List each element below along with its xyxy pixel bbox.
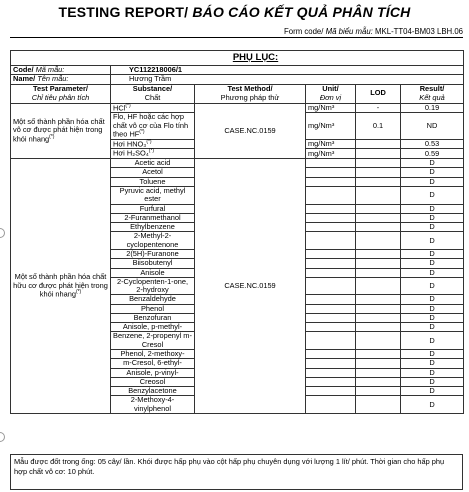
group-param: Một số thành phần hóa chất hữu cơ được phát hiện trong khói nhang(*) bbox=[11, 159, 111, 414]
lod-cell bbox=[356, 159, 401, 168]
unit-cell bbox=[306, 304, 356, 313]
result-cell: D bbox=[401, 223, 464, 232]
lod-cell: 0.1 bbox=[356, 113, 401, 139]
result-cell: D bbox=[401, 377, 464, 386]
lod-cell bbox=[356, 232, 401, 250]
method-cell: CASE.NC.0159 bbox=[195, 103, 306, 159]
result-cell: D bbox=[401, 177, 464, 186]
result-cell: D bbox=[401, 213, 464, 222]
substance-cell: 2-Methoxy-4-vinylphenol bbox=[111, 396, 195, 414]
unit-cell bbox=[306, 359, 356, 368]
form-code: Form code/ Mã biểu mẫu: MKL-TT04-BM03 LBH.06 bbox=[284, 27, 463, 36]
substance-cell: Hơi HNO₃(*) bbox=[111, 139, 195, 149]
unit-cell bbox=[306, 232, 356, 250]
group-param: Một số thành phần hóa chất vô cơ được phát hiện trong khói nhang(*) bbox=[11, 103, 111, 159]
result-cell: 0.19 bbox=[401, 103, 464, 113]
unit-cell bbox=[306, 223, 356, 232]
unit-cell bbox=[306, 159, 356, 168]
result-cell: D bbox=[401, 304, 464, 313]
unit-cell: mg/Nm³ bbox=[306, 139, 356, 149]
unit-cell: mg/Nm³ bbox=[306, 149, 356, 159]
lod-cell bbox=[356, 359, 401, 368]
name-label: Name/ Tên mẫu: bbox=[11, 75, 111, 84]
substance-cell: Benzylacetone bbox=[111, 387, 195, 396]
sampling-note: Mẫu được đốt trong ống: 05 cây/ lần. Khói được hấp phụ vào cột hấp phụ chuyên dụng với lượng 1 lít/ phút. Thời gian cho hấp phụ hợp chất vô cơ: 10 phút. bbox=[10, 454, 463, 490]
unit-cell bbox=[306, 332, 356, 350]
col-method: Test Method/ Phương pháp thử bbox=[195, 84, 306, 103]
table-header bbox=[11, 84, 464, 103]
lod-cell bbox=[356, 249, 401, 258]
appendix-title: PHỤ LỤC: bbox=[111, 51, 401, 66]
lod-cell bbox=[356, 186, 401, 204]
unit-cell bbox=[306, 350, 356, 359]
unit-cell bbox=[306, 277, 356, 295]
lod-cell bbox=[356, 168, 401, 177]
unit-cell bbox=[306, 396, 356, 414]
unit-cell bbox=[306, 168, 356, 177]
unit-cell bbox=[306, 259, 356, 268]
result-cell: D bbox=[401, 368, 464, 377]
substance-cell: 2-Furanmethanol bbox=[111, 213, 195, 222]
code-label: Code/ Mã mẫu: bbox=[11, 66, 111, 75]
substance-cell: Toluene bbox=[111, 177, 195, 186]
col-result: Result/ Kết quả bbox=[401, 84, 464, 103]
unit-cell bbox=[306, 249, 356, 258]
result-cell: D bbox=[401, 259, 464, 268]
substance-cell: Ethylbenzene bbox=[111, 223, 195, 232]
unit-cell bbox=[306, 295, 356, 304]
substance-cell: 2-Methyl-2-cyclopentenone bbox=[111, 232, 195, 250]
unit-cell bbox=[306, 368, 356, 377]
table-row bbox=[11, 103, 464, 113]
result-cell: D bbox=[401, 313, 464, 322]
result-cell: D bbox=[401, 186, 464, 204]
lod-cell bbox=[356, 223, 401, 232]
result-cell: 0.53 bbox=[401, 139, 464, 149]
unit-cell bbox=[306, 177, 356, 186]
title-en: TESTING REPORT/ bbox=[58, 4, 189, 20]
substance-cell: Phenol bbox=[111, 304, 195, 313]
substance-cell: Hơi H₂SO₄(*) bbox=[111, 149, 195, 159]
lod-cell bbox=[356, 277, 401, 295]
lod-cell bbox=[356, 304, 401, 313]
header-divider bbox=[10, 37, 463, 38]
name-value: Hương Trầm bbox=[111, 75, 464, 84]
result-cell: D bbox=[401, 168, 464, 177]
col-lod: LOD bbox=[356, 84, 401, 103]
result-cell: D bbox=[401, 159, 464, 168]
unit-cell bbox=[306, 313, 356, 322]
result-cell: D bbox=[401, 204, 464, 213]
result-cell: D bbox=[401, 232, 464, 250]
unit-cell bbox=[306, 204, 356, 213]
lod-cell bbox=[356, 213, 401, 222]
substance-cell: Anisole, p-methyl- bbox=[111, 323, 195, 332]
result-cell: D bbox=[401, 359, 464, 368]
result-cell: D bbox=[401, 350, 464, 359]
lod-cell bbox=[356, 377, 401, 386]
result-cell: D bbox=[401, 396, 464, 414]
lod-cell bbox=[356, 323, 401, 332]
substance-cell: 2-Cyclopenten-1-one, 2-hydroxy bbox=[111, 277, 195, 295]
col-substance: Substance/ Chất bbox=[111, 84, 195, 103]
result-cell: D bbox=[401, 295, 464, 304]
table-row bbox=[11, 159, 464, 168]
lod-cell bbox=[356, 368, 401, 377]
substance-cell: Acetol bbox=[111, 168, 195, 177]
unit-cell bbox=[306, 323, 356, 332]
lod-cell bbox=[356, 204, 401, 213]
lod-cell bbox=[356, 396, 401, 414]
lod-cell bbox=[356, 387, 401, 396]
result-cell: D bbox=[401, 268, 464, 277]
substance-cell: Anisole bbox=[111, 268, 195, 277]
lod-cell bbox=[356, 313, 401, 322]
result-cell: ND bbox=[401, 113, 464, 139]
results-table bbox=[10, 50, 464, 414]
col-unit: Unit/ Đơn vị bbox=[306, 84, 356, 103]
code-value: YC112218006/1 bbox=[111, 66, 464, 75]
result-cell: D bbox=[401, 387, 464, 396]
substance-cell: Acetic acid bbox=[111, 159, 195, 168]
result-cell: D bbox=[401, 323, 464, 332]
substance-cell: Anisole, p-vinyl- bbox=[111, 368, 195, 377]
substance-cell: m-Cresol, 6-ethyl- bbox=[111, 359, 195, 368]
lod-cell bbox=[356, 149, 401, 159]
binder-hole-icon bbox=[0, 228, 5, 238]
result-cell: 0.59 bbox=[401, 149, 464, 159]
method-cell: CASE.NC.0159 bbox=[195, 159, 306, 414]
unit-cell bbox=[306, 377, 356, 386]
substance-cell: Benzaldehyde bbox=[111, 295, 195, 304]
substance-cell: 2(5H)-Furanone bbox=[111, 249, 195, 258]
result-cell: D bbox=[401, 332, 464, 350]
substance-cell: Benzofuran bbox=[111, 313, 195, 322]
unit-cell bbox=[306, 186, 356, 204]
lod-cell bbox=[356, 350, 401, 359]
lod-cell bbox=[356, 259, 401, 268]
unit-cell bbox=[306, 213, 356, 222]
lod-cell bbox=[356, 332, 401, 350]
substance-cell: Benzene, 2-propenyl m-Cresol bbox=[111, 332, 195, 350]
result-cell: D bbox=[401, 249, 464, 258]
substance-cell: Biisobutenyl bbox=[111, 259, 195, 268]
title-vi: BÁO CÁO KẾT QUẢ PHÂN TÍCH bbox=[192, 4, 411, 20]
unit-cell bbox=[306, 268, 356, 277]
lod-cell bbox=[356, 295, 401, 304]
unit-cell: mg/Nm³ bbox=[306, 103, 356, 113]
binder-hole-icon bbox=[0, 432, 5, 442]
substance-cell: Phenol, 2-methoxy- bbox=[111, 350, 195, 359]
unit-cell: mg/Nm³ bbox=[306, 113, 356, 139]
substance-cell: Furfural bbox=[111, 204, 195, 213]
report-title bbox=[0, 4, 469, 20]
result-cell: D bbox=[401, 277, 464, 295]
lod-cell bbox=[356, 139, 401, 149]
substance-cell: HCl(*) bbox=[111, 103, 195, 113]
substance-cell: Creosol bbox=[111, 377, 195, 386]
substance-cell: Flo, HF hoặc các hợp chất vô cơ của Flo tính theo HF(*) bbox=[111, 113, 195, 139]
substance-cell: Pyruvic acid, methyl ester bbox=[111, 186, 195, 204]
lod-cell bbox=[356, 177, 401, 186]
lod-cell: - bbox=[356, 103, 401, 113]
unit-cell bbox=[306, 387, 356, 396]
col-param: Test Parameter/ Chỉ tiêu phân tích bbox=[11, 84, 111, 103]
lod-cell bbox=[356, 268, 401, 277]
